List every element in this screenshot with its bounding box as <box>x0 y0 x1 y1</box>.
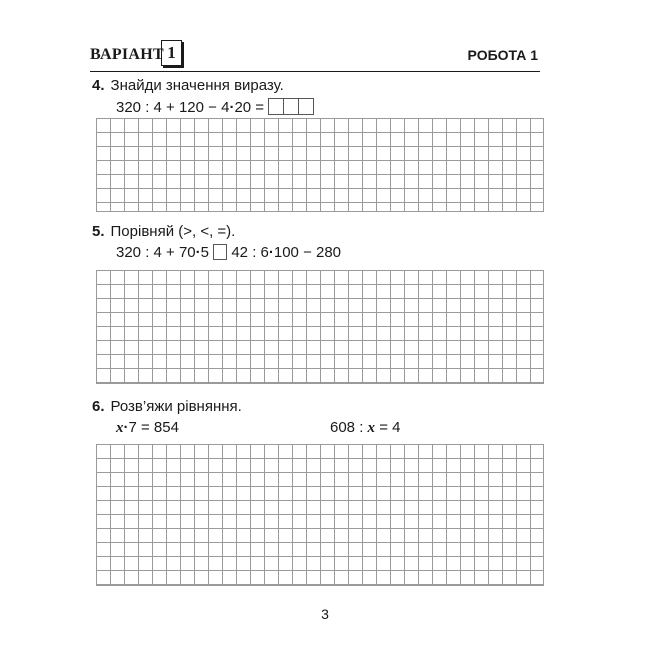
task-6-text: Розв’яжи рівняння. <box>110 398 242 415</box>
page-header <box>90 38 540 72</box>
variant-number-box: 1 <box>161 40 182 66</box>
multiply-dot: · <box>229 99 235 116</box>
task-4-number: 4. <box>92 77 105 94</box>
task-4-grid[interactable] <box>96 118 544 212</box>
expression-part: 42 : 6 <box>231 244 269 261</box>
expression-part: 320 : 4 + 120 − 4 <box>116 99 230 116</box>
equation-part: 7 = 854 <box>128 419 179 436</box>
task-4-expression <box>116 98 314 116</box>
equation-1 <box>116 419 179 437</box>
equation-2 <box>330 419 400 437</box>
equation-part: = 4 <box>375 419 401 436</box>
variable-x: x <box>116 420 124 436</box>
task-4-title <box>92 77 284 94</box>
answer-cell[interactable] <box>268 98 284 115</box>
multiply-dot: · <box>268 244 274 261</box>
expression-part: 5 <box>200 244 209 261</box>
work-label: РОБОТА 1 <box>467 47 538 63</box>
expression-part: 320 : 4 + 70 <box>116 244 196 261</box>
task-6-number: 6. <box>92 398 105 415</box>
task-4-text: Знайди значення виразу. <box>110 77 284 94</box>
expression-part: 20 = <box>234 99 265 116</box>
variable-x: x <box>367 420 376 436</box>
task-5-number: 5. <box>92 223 105 240</box>
variant-label: ВАРІАНТ <box>90 46 164 63</box>
answer-cell[interactable] <box>298 98 314 115</box>
task-6-grid[interactable] <box>96 444 544 586</box>
task-5-expression <box>116 244 341 261</box>
multiply-dot: · <box>123 419 129 436</box>
page-number: 3 <box>321 606 329 622</box>
answer-boxes[interactable] <box>268 98 314 115</box>
task-5-title <box>92 223 235 240</box>
answer-cell[interactable] <box>283 98 299 115</box>
header-divider <box>90 71 540 72</box>
task-5-grid[interactable] <box>96 270 544 384</box>
comparison-box[interactable] <box>213 244 227 260</box>
task-5-text: Порівняй (>, <, =). <box>110 223 236 240</box>
multiply-dot: · <box>195 244 201 261</box>
task-6-title <box>92 398 242 415</box>
expression-part: 100 − 280 <box>273 244 342 261</box>
equation-part: 608 : <box>330 419 368 436</box>
